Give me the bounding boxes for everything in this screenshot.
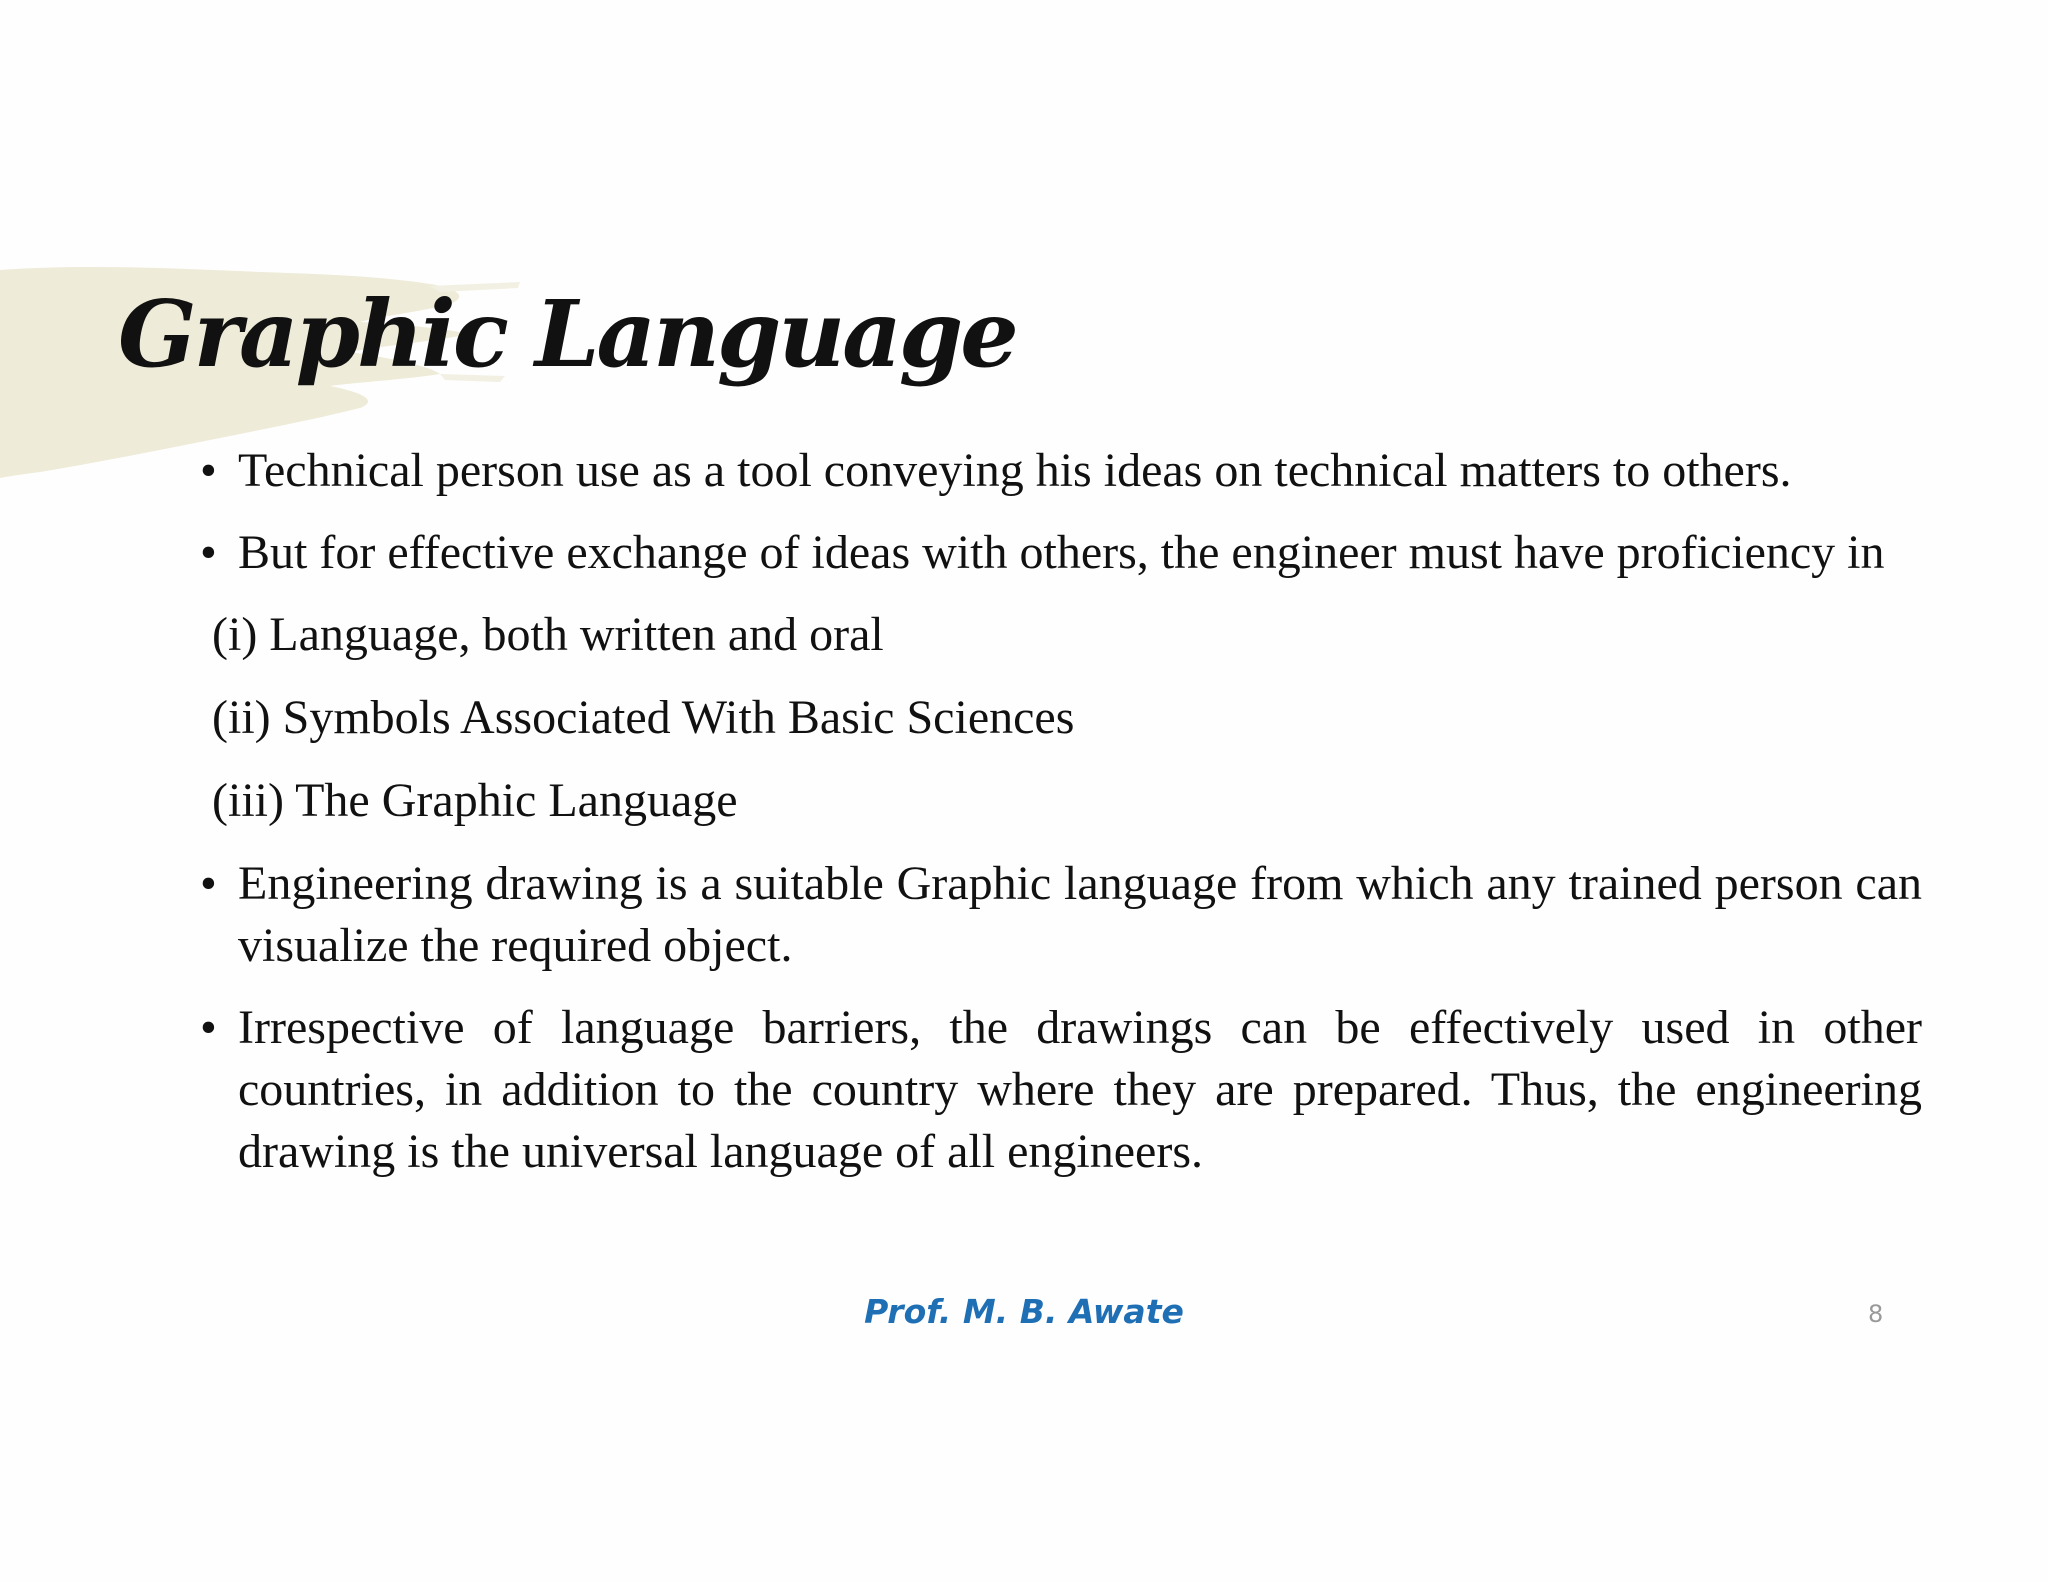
sub-list-item: (ii) Symbols Associated With Basic Sciences <box>212 691 1075 744</box>
sub-list-item: (iii) The Graphic Language <box>212 774 738 827</box>
bullet-marker: • <box>200 857 217 910</box>
bullet-item <box>200 997 1922 1183</box>
bullet-text: But for effective exchange of ideas with others, the engineer must have proficiency in <box>238 526 1885 579</box>
bullet-item <box>200 440 1922 502</box>
bullet-marker: • <box>200 444 217 497</box>
bullet-text: Engineering drawing is a suitable Graphic language from which any trained person can visualize the required object. <box>238 857 1922 972</box>
page-number: 8 <box>1868 1300 1884 1328</box>
sub-list-item: (i) Language, both written and oral <box>212 608 884 661</box>
bullet-marker: • <box>200 1001 217 1054</box>
slide-title: Graphic Language <box>118 280 1016 388</box>
bullet-text: Irrespective of language barriers, the drawings can be effectively used in other countries, in addition to the country where they are prepared. Thus, the engineering drawing is the universal language of all engineers. <box>238 1001 1922 1178</box>
bullet-item <box>200 522 1922 584</box>
bullet-text: Technical person use as a tool conveying his ideas on technical matters to others. <box>238 444 1792 497</box>
footer-author: Prof. M. B. Awate <box>864 1292 1184 1331</box>
bullet-item <box>200 853 1922 977</box>
bullet-marker: • <box>200 526 217 579</box>
slide-body <box>200 440 1922 1203</box>
